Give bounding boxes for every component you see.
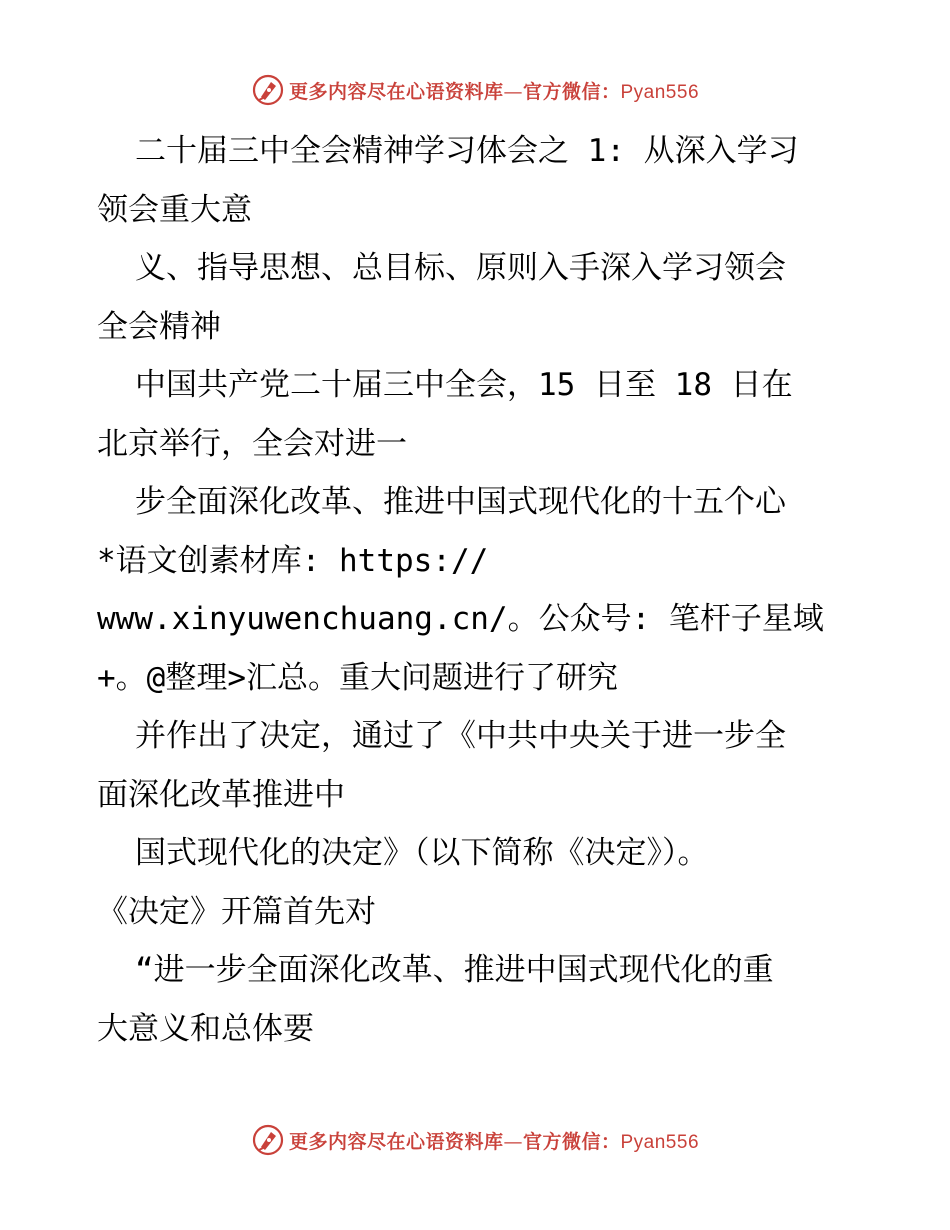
body-line: 北京举行，全会对进一: [97, 425, 407, 462]
pen-nib-logo-icon: [251, 73, 285, 107]
header-separator: —: [503, 80, 523, 103]
header-wechat-label: 官方微信：: [522, 80, 621, 103]
header-banner: [0, 70, 950, 110]
body-line: “进一步全面深化改革、推进中国式现代化的重: [135, 952, 774, 988]
footer-wechat-id: Pyan556: [620, 1131, 700, 1153]
body-line: +。@整理>汇总。重大问题进行了研究: [97, 659, 618, 696]
body-line: 二十届三中全会精神学习体会之 1: 从深入学习: [135, 133, 799, 169]
pen-nib-logo-icon: [251, 1123, 285, 1157]
body-line: 中国共产党二十届三中全会，15 日至 18 日在: [135, 367, 793, 403]
body-line: www.xinyuwenchuang.cn/。公众号: 笔杆子星域: [97, 601, 824, 637]
document-body: [97, 122, 857, 1058]
footer-wechat-label: 官方微信：: [522, 1130, 621, 1153]
header-wechat-id: Pyan556: [620, 81, 700, 103]
body-line: 国式现代化的决定》（以下简称《决定》）。: [135, 835, 709, 871]
body-line: 领会重大意: [97, 191, 252, 228]
footer-library-name: 更多内容尽在心语资料库: [288, 1130, 504, 1153]
footer-banner-text: [289, 1127, 699, 1154]
body-line: *语文创素材库: https://: [97, 542, 489, 579]
footer-separator: —: [503, 1130, 523, 1153]
body-line: 步全面深化改革、推进中国式现代化的十五个心: [135, 484, 786, 520]
body-line: 《决定》开篇首先对: [97, 893, 376, 930]
header-banner-text: [289, 77, 699, 104]
header-library-name: 更多内容尽在心语资料库: [288, 80, 504, 103]
body-line: 全会精神: [97, 308, 221, 345]
body-line: 大意义和总体要: [97, 1010, 314, 1047]
body-line: 义、指导思想、总目标、原则入手深入学习领会: [135, 250, 786, 286]
body-line: 面深化改革推进中: [97, 776, 345, 813]
footer-banner: [0, 1120, 950, 1160]
body-line: 并作出了决定，通过了《中共中央关于进一步全: [135, 718, 786, 754]
